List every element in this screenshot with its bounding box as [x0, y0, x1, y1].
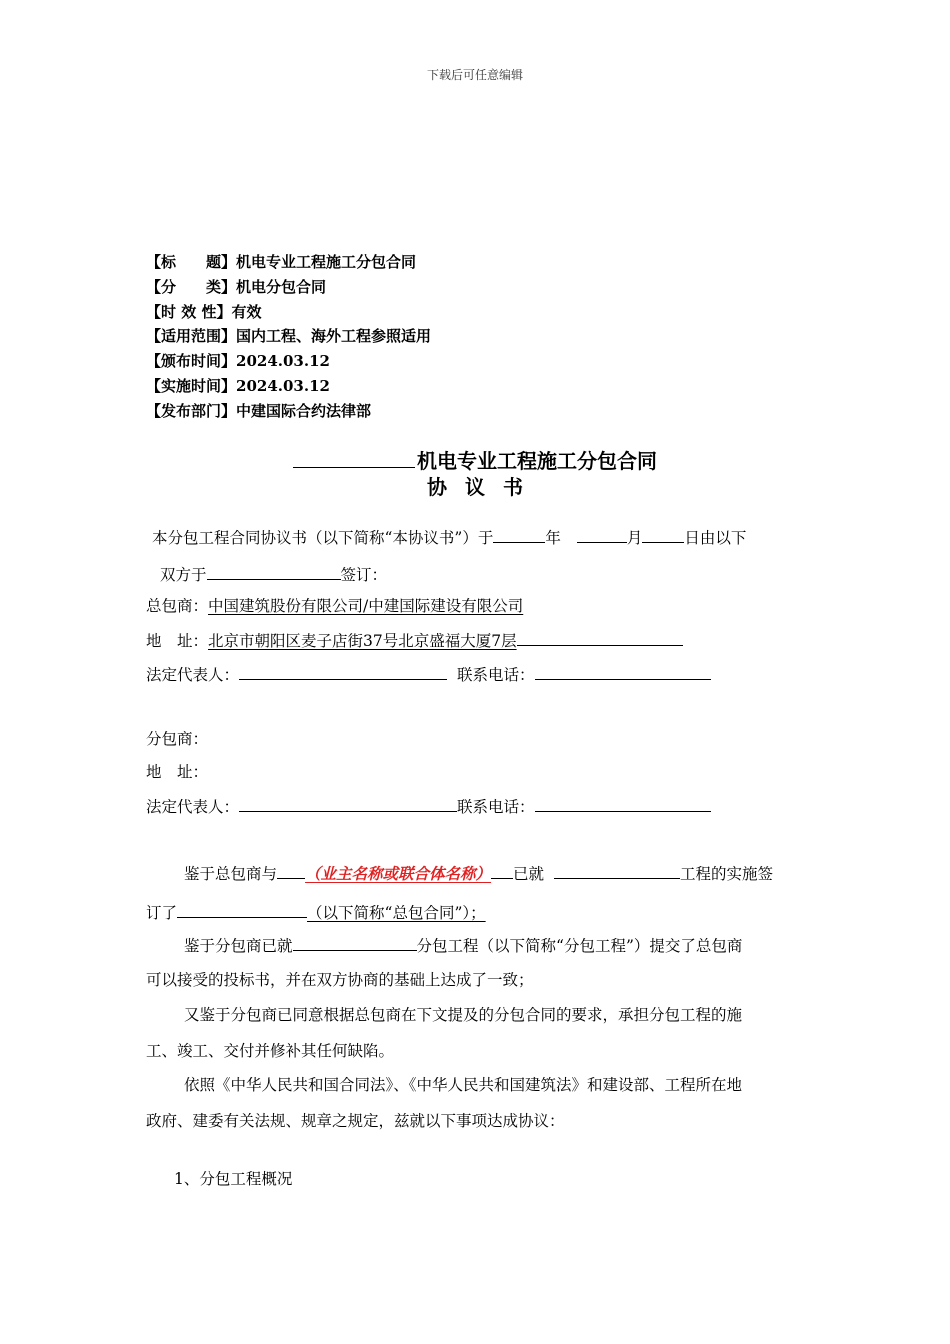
meta-effective-row [146, 374, 431, 399]
doc-subtitle: 协议书 [427, 475, 541, 499]
meta-value: 中建国际合约法律部 [236, 401, 372, 420]
intro-line-2 [160, 563, 387, 585]
day-label: 日由以下 [684, 529, 747, 547]
owner-blank-tail [491, 862, 513, 879]
gc-label: 总包商： [146, 597, 209, 615]
meta-value: 2024.03.12 [236, 376, 330, 395]
place-blank [207, 563, 341, 580]
para2-line1 [184, 934, 742, 956]
meta-label: 【标 题】 [146, 253, 237, 271]
project-blank [554, 862, 680, 879]
year-blank [493, 526, 545, 543]
phone-blank [535, 663, 711, 680]
month-label: 月 [626, 529, 643, 547]
meta-value: 有效 [231, 302, 262, 321]
para4-line2: 政府、建委有关法规、规章之规定，兹就以下事项达成协议： [146, 1112, 565, 1130]
meta-scope-row [146, 324, 431, 349]
para1-line1 [184, 862, 773, 884]
meta-label: 【适用范围】 [146, 327, 237, 346]
year-label: 年 [545, 529, 561, 547]
sub-line [146, 729, 208, 749]
address-blank [517, 629, 683, 646]
meta-label: 【时 效 性】 [146, 302, 232, 321]
para3-line1: 又鉴于分包商已同意根据总包商在下文提及的分包合同的要求，承担分包工程的施 [184, 1006, 743, 1024]
meta-title-row [146, 250, 431, 275]
para-text: 订了 [146, 904, 178, 922]
para3-line2: 工、竣工、交付并修补其任何缺陷。 [146, 1042, 395, 1060]
gc-rep-line [146, 663, 711, 685]
address-label: 地 址： [146, 632, 209, 650]
phone-label: 联系电话： [457, 666, 535, 684]
para-text: 已就 [513, 865, 545, 883]
contract-blank [177, 901, 307, 918]
para-text: 分包工程（以下简称“分包工程”）提交了总包商 [416, 937, 743, 955]
para-text: （以下简称“总包合同”）； [307, 904, 486, 922]
meta-department-row [146, 399, 431, 424]
meta-validity-row [146, 300, 431, 325]
meta-category-row [146, 275, 431, 300]
meta-label: 【颁布时间】 [146, 352, 237, 371]
owner-placeholder: （业主名称或联合体名称） [305, 864, 492, 883]
para4-line1: 依照《中华人民共和国合同法》、《中华人民共和国建筑法》和建设部、工程所在地 [184, 1076, 743, 1094]
intro-text: 本分包工程合同协议书（以下简称“本协议书”）于 [152, 529, 494, 547]
section-1-heading: 1、分包工程概况 [174, 1170, 293, 1188]
title-block [0, 448, 950, 500]
gc-address-line [146, 629, 683, 651]
para-text: 工程的实施签 [680, 865, 774, 883]
gc-value: 中国建筑股份有限公司/中建国际建设有限公司 [208, 597, 524, 615]
rep-label: 法定代表人： [146, 666, 240, 684]
subproject-blank [293, 934, 417, 951]
meta-value: 机电分包合同 [236, 277, 327, 296]
gc-line [146, 596, 523, 616]
metadata-block [146, 250, 431, 424]
para-text: 鉴于分包商已就 [184, 937, 293, 955]
phone-blank [535, 795, 711, 812]
intro-text: 双方于 [160, 566, 207, 584]
header-note: 下载后可任意编辑 [426, 68, 523, 82]
day-blank [642, 526, 684, 543]
doc-title-text: 机电专业工程施工分包合同 [417, 449, 657, 473]
owner-blank-lead [277, 862, 305, 879]
meta-value: 机电专业工程施工分包合同 [236, 253, 417, 271]
doc-title [0, 448, 950, 474]
para-text: 鉴于总包商与 [184, 865, 278, 883]
sub-label: 分包商： [146, 730, 209, 748]
meta-label: 【分 类】 [146, 277, 237, 296]
rep-label: 法定代表人： [146, 798, 240, 816]
signed-label: 签订： [340, 566, 388, 584]
para2-line2: 可以接受的投标书，并在双方协商的基础上达成了一致； [146, 971, 534, 989]
title-blank [293, 449, 415, 468]
sub-address-line [146, 762, 208, 782]
meta-value: 国内工程、海外工程参照适用 [236, 327, 432, 346]
rep-blank [239, 795, 457, 812]
phone-label: 联系电话： [457, 798, 535, 816]
para1-line2 [146, 901, 486, 923]
month-blank [577, 526, 627, 543]
sub-rep-line [146, 795, 711, 817]
meta-value: 2024.03.12 [236, 352, 330, 371]
meta-label: 【实施时间】 [146, 376, 237, 395]
address-label: 地 址： [146, 763, 209, 781]
meta-label: 【发布部门】 [146, 401, 237, 420]
rep-blank [239, 663, 447, 680]
intro-line-1 [152, 526, 746, 548]
meta-issued-row [146, 349, 431, 374]
gc-address-value: 北京市朝阳区麦子店街37号北京盛福大厦7层 [208, 632, 517, 650]
